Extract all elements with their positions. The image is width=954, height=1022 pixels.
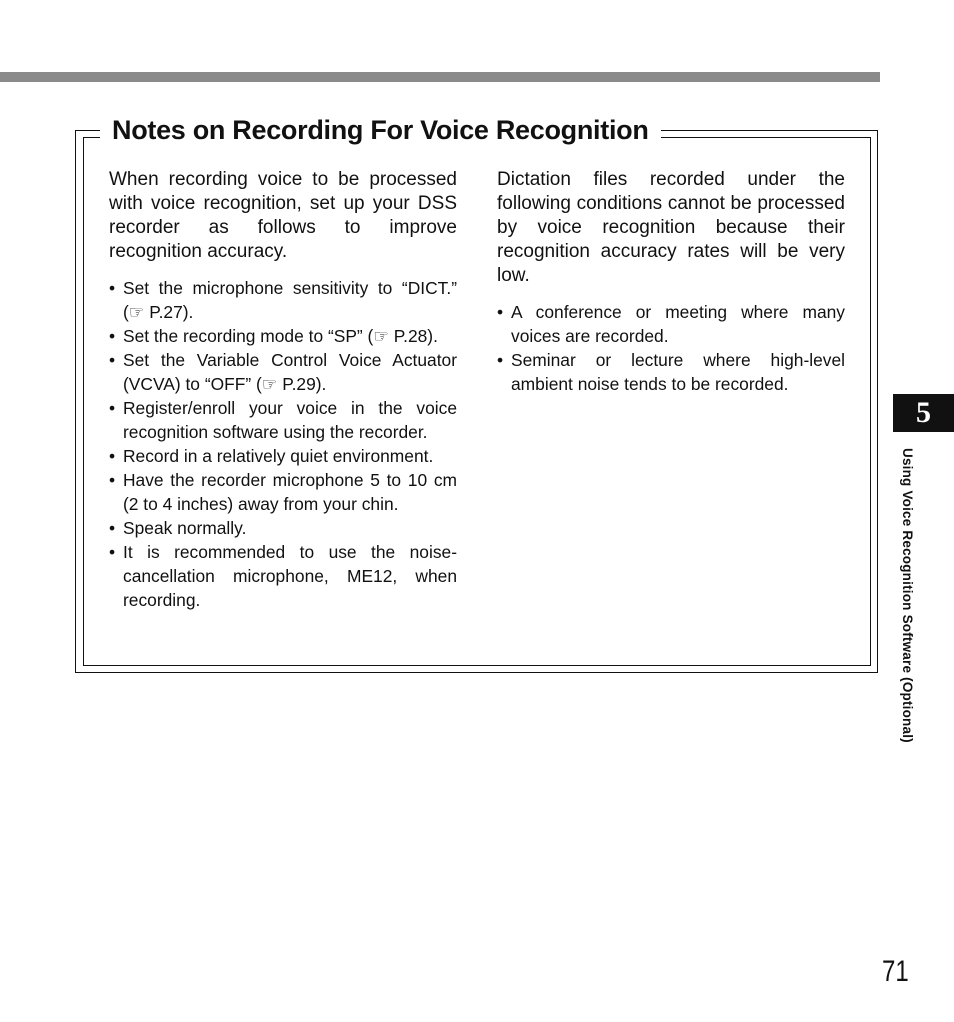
list-item-text: Record in a relatively quiet environment.	[123, 446, 434, 466]
chapter-side-label: Using Voice Recognition Software (Optional)	[900, 448, 915, 743]
top-rule	[0, 72, 880, 82]
list-item	[497, 300, 845, 348]
list-item-text: Register/enroll your voice in the voice recognition software using the recorder.	[123, 398, 457, 442]
right-bullet-list	[497, 300, 845, 396]
bullet-dot: •	[109, 350, 116, 370]
right-column	[497, 168, 845, 396]
list-item	[109, 444, 457, 468]
left-column	[109, 168, 457, 612]
list-item-text: Set the microphone sensitivity to “DICT.” (☞ P.27).	[123, 278, 457, 322]
list-item-text: A conference or meeting where many voices are recorded.	[511, 302, 845, 346]
bullet-dot: •	[109, 542, 116, 562]
list-item-text: Have the recorder microphone 5 to 10 cm (2 to 4 inches) away from your chin.	[123, 470, 457, 514]
bullet-dot: •	[109, 398, 116, 418]
list-item	[109, 348, 457, 396]
bullet-dot: •	[109, 518, 116, 538]
bullet-dot: •	[109, 326, 116, 346]
left-bullet-list	[109, 276, 457, 612]
section-heading: Notes on Recording For Voice Recognition	[100, 112, 661, 148]
bullet-dot: •	[109, 470, 116, 490]
right-intro: Dictation files recorded under the following conditions cannot be processed by voice recognition because their recognition accuracy rates will be very low.	[497, 169, 845, 286]
list-item	[109, 468, 457, 516]
list-item-text: Set the Variable Control Voice Actuator (VCVA) to “OFF” (☞ P.29).	[123, 350, 457, 394]
bullet-dot: •	[109, 446, 116, 466]
list-item-text: Seminar or lecture where high-level ambient noise tends to be recorded.	[511, 350, 845, 394]
list-item	[109, 324, 457, 348]
left-intro: When recording voice to be processed with voice recognition, set up your DSS recorder as follows to improve recognition accuracy.	[109, 169, 457, 262]
bullet-dot: •	[497, 302, 504, 322]
list-item	[109, 516, 457, 540]
bullet-dot: •	[497, 350, 504, 370]
list-item-text: It is recommended to use the noise-cancellation microphone, ME12, when recording.	[123, 542, 457, 610]
list-item	[497, 348, 845, 396]
list-item	[109, 396, 457, 444]
list-item	[109, 540, 457, 612]
page-number: 71	[882, 955, 909, 988]
list-item-text: Set the recording mode to “SP” (☞ P.28).	[123, 326, 438, 346]
chapter-tab: 5	[893, 394, 954, 432]
bullet-dot: •	[109, 278, 116, 298]
list-item-text: Speak normally.	[123, 518, 247, 538]
list-item	[109, 276, 457, 324]
